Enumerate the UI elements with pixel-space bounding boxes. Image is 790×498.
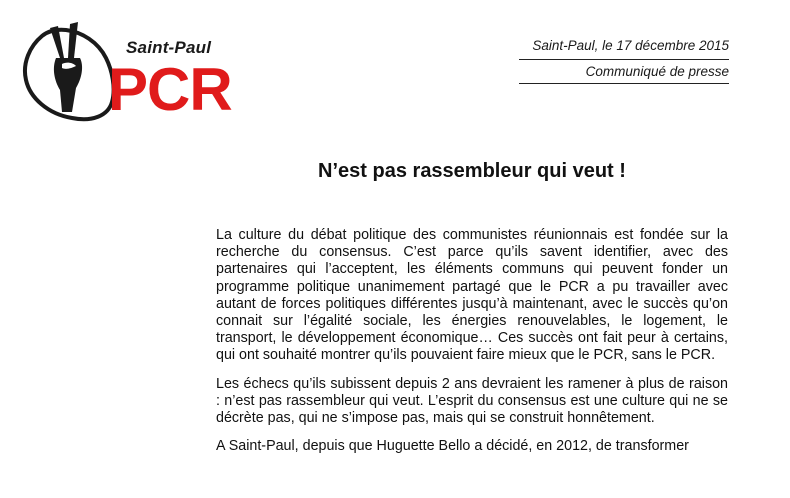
document-body: [216, 227, 728, 466]
paragraph: Les échecs qu’ils subissent depuis 2 ans devraient les ramener à plus de raison : n’est pas rassembleur qui veut. L’esprit du consensus est une culture qui ne se décrète pas, qui ne s’impose pas, mais qui se construit honnêtement.: [216, 375, 728, 427]
document-header: [519, 38, 729, 84]
paragraph: La culture du débat politique des communistes réunionnais est fondée sur la recherche du consensus. C’est parce qu’ils savent identifier, avec des partenaires qui l’acceptent, les éléments communs qui peuvent fonder un programme politique unanimement partagé que le PCR a pu travailler avec autant de forces politiques différentes jusqu’à maintenant, avec le succès qu’on connait sur l’égalité sociale, les énergies renouvelables, le logement, le transport, le développement économique… Ces succès ont fait peur à certains, qui ont souhaité montrer qu’ils pouvaient faire mieux que le PCR, sans le PCR.: [216, 227, 728, 364]
press-release-label: Communiqué de presse: [519, 60, 729, 84]
document-title: N’est pas rassembleur qui veut !: [318, 160, 626, 182]
pcr-logo: [20, 18, 232, 123]
logo-city-label: Saint-Paul: [126, 38, 212, 57]
date-line: Saint-Paul, le 17 décembre 2015: [519, 38, 729, 60]
logo-party-label: PCR: [108, 56, 232, 123]
paragraph: A Saint-Paul, depuis que Huguette Bello a décidé, en 2012, de transformer: [216, 438, 689, 455]
